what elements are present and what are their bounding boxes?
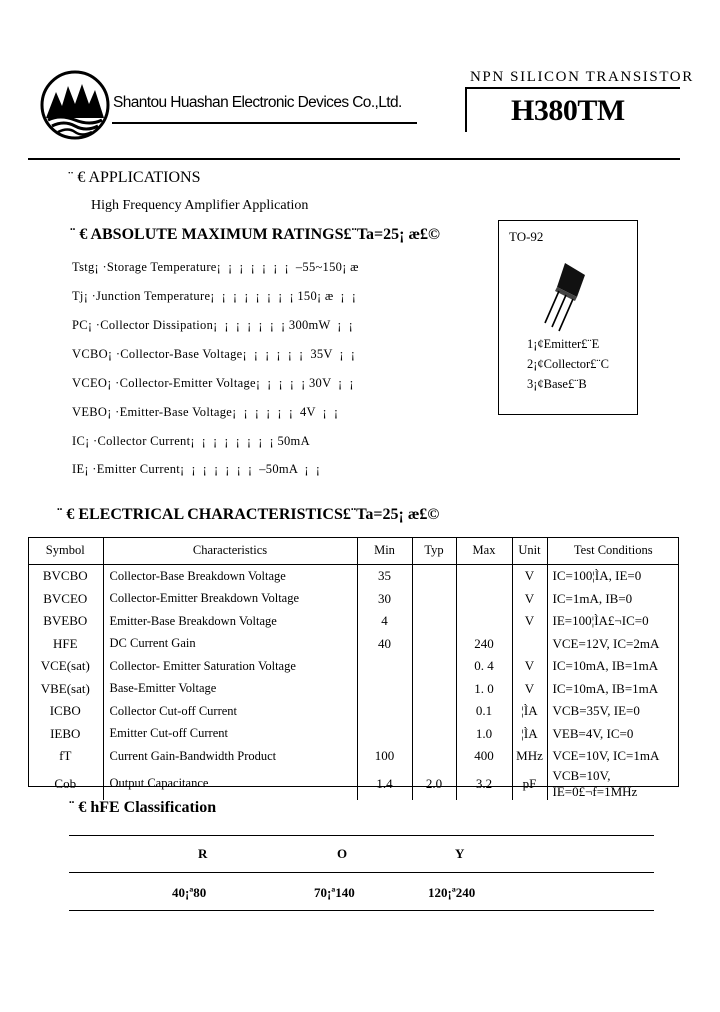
table-row [28,723,679,746]
cell-unit: V [512,565,547,588]
cell-min: 30 [357,588,412,611]
cell-unit: ¦ÌA [512,700,547,723]
cell-unit [512,633,547,656]
pin-2-label: 2¡¢Collector£¨C [527,357,609,371]
classification-heading: ¨ € hFE Classification [69,799,217,816]
cell-test-condition: IC=1mA, IB=0 [552,590,633,606]
cell-characteristic: Base-Emitter Voltage [103,678,357,701]
cell-max: 240 [456,633,512,656]
cell-typ [412,610,456,633]
cell-unit: ¦ÌA [512,723,547,746]
col-characteristics: Characteristics [103,537,357,565]
cell-symbol: IEBO [28,723,103,746]
rating-collector-dissipation: PC¡ ·Collector Dissipation¡ ¡ ¡ ¡ ¡ ¡ ¡ 300mW ¡ ¡ [72,318,354,332]
cell-characteristic: Collector- Emitter Saturation Voltage [103,655,357,678]
table-row [28,655,679,678]
cell-max [456,565,512,588]
cell-symbol: BVCEO [28,588,103,611]
table-row [28,700,679,723]
cell-symbol: ICBO [28,700,103,723]
cell-typ [412,700,456,723]
cell-typ [412,745,456,768]
cell-min: 1.4 [357,768,412,800]
table-header-row [28,537,679,565]
cell-min [357,655,412,678]
cell-test-condition: VCB=10V, IE=0£¬f=1MHz [552,767,638,799]
header-rule [28,158,680,160]
table-row [28,745,679,768]
table-row [28,633,679,656]
class-rank-y: Y [455,846,465,861]
cell-characteristic: Collector-Emitter Breakdown Voltage [103,588,357,611]
cell-max [456,610,512,633]
company-logo [40,70,110,145]
product-type: NPN SILICON TRANSISTOR [470,69,694,85]
rating-vceo: VCEO¡ ·Collector-Emitter Voltage¡ ¡ ¡ ¡ ¡ 30V ¡ ¡ [72,376,358,390]
cell-characteristic: Collector Cut-off Current [103,700,357,723]
rating-emitter-current: IE¡ ·Emitter Current¡ ¡ ¡ ¡ ¡ ¡ ¡ –50mA ¡ ¡ [72,462,324,476]
table-row [28,588,679,611]
cell-max: 1.0 [456,723,512,746]
package-box [498,220,638,415]
rating-junction-temp: Tj¡ ·Junction Temperature¡ ¡ ¡ ¡ ¡ ¡ ¡ ¡ 150¡ æ ¡ ¡ [72,289,360,303]
electrical-heading: ¨ € ELECTRICAL CHARACTERISTICS£¨Ta=25¡ æ£© [57,506,440,523]
cell-symbol: BVCBO [28,565,103,588]
class-range-o: 70¡ª140 [314,885,355,900]
cell-characteristic: Emitter Cut-off Current [103,723,357,746]
rating-vebo: VEBO¡ ·Emitter-Base Voltage¡ ¡ ¡ ¡ ¡ ¡ 4V ¡ ¡ [72,405,342,419]
cell-unit: V [512,655,547,678]
class-rank-r: R [198,846,208,861]
cell-characteristic: Collector-Base Breakdown Voltage [103,565,357,588]
cell-min [357,678,412,701]
cell-symbol: fT [28,745,103,768]
cell-typ [412,565,456,588]
cell-test-condition: VCE=10V, IC=1mA [552,748,660,764]
col-max: Max [456,537,512,565]
cell-max: 400 [456,745,512,768]
class-rank-o: O [337,846,348,861]
header-divider-right-top [465,87,680,89]
to92-package-icon [537,259,597,344]
cell-characteristic: Output Capacitance [103,768,357,800]
cell-unit: V [512,588,547,611]
cell-test-condition: VEB=4V, IC=0 [552,725,634,741]
cell-symbol: Cob [28,768,103,800]
table-row [28,610,679,633]
col-typ: Typ [412,537,456,565]
part-number: H380TM [511,94,625,127]
cell-min [357,700,412,723]
cell-symbol: HFE [28,633,103,656]
cell-typ [412,633,456,656]
package-name: TO-92 [509,229,544,244]
cell-unit: MHz [512,745,547,768]
cell-characteristic: Emitter-Base Breakdown Voltage [103,610,357,633]
table-row [28,678,679,701]
cell-typ [412,723,456,746]
cell-unit: V [512,678,547,701]
cell-typ [412,655,456,678]
cell-min: 100 [357,745,412,768]
cell-test-condition: IC=10mA, IB=1mA [552,680,659,696]
classification-bottom-rule [69,910,654,911]
cell-typ: 2.0 [412,768,456,800]
ratings-heading: ¨ € ABSOLUTE MAXIMUM RATINGS£¨Ta=25¡ æ£© [70,226,440,243]
cell-unit: V [512,610,547,633]
cell-max: 3.2 [456,768,512,800]
cell-symbol: VCE(sat) [28,655,103,678]
header-divider-right-side [465,87,467,132]
cell-max [456,588,512,611]
applications-text: High Frequency Amplifier Application [91,198,309,213]
col-test-conditions: Test Conditions [547,537,679,565]
cell-max: 1. 0 [456,678,512,701]
cell-typ [412,588,456,611]
header-divider-left [112,122,417,124]
class-range-r: 40¡ª80 [172,885,207,900]
pin-1-label: 1¡¢Emitter£¨E [527,337,600,351]
electrical-characteristics-table [28,537,679,800]
cell-min: 40 [357,633,412,656]
rating-vcbo: VCBO¡ ·Collector-Base Voltage¡ ¡ ¡ ¡ ¡ ¡ 35V ¡ ¡ [72,347,359,361]
cell-test-condition: IC=100¦ÌA, IE=0 [552,568,642,584]
cell-symbol: VBE(sat) [28,678,103,701]
table-row [28,565,679,588]
col-unit: Unit [512,537,547,565]
cell-test-condition: IE=100¦ÌA£¬IC=0 [552,613,649,629]
cell-symbol: BVEBO [28,610,103,633]
cell-test-condition: VCE=12V, IC=2mA [552,635,660,651]
cell-max: 0. 4 [456,655,512,678]
cell-characteristic: DC Current Gain [103,633,357,656]
cell-unit: pF [512,768,547,800]
col-symbol: Symbol [28,537,103,565]
company-name: Shantou Huashan Electronic Devices Co.,Ltd. [113,94,402,111]
cell-min: 35 [357,565,412,588]
cell-typ [412,678,456,701]
classification-top-rule [69,835,654,836]
cell-max: 0.1 [456,700,512,723]
class-range-y: 120¡ª240 [428,885,476,900]
applications-heading: ¨ € APPLICATIONS [68,169,201,186]
cell-test-condition: IC=10mA, IB=1mA [552,658,659,674]
cell-characteristic: Current Gain-Bandwidth Product [103,745,357,768]
pin-3-label: 3¡¢Base£¨B [527,377,587,391]
cell-min [357,723,412,746]
table-row [28,768,679,800]
rating-collector-current: IC¡ ·Collector Current¡ ¡ ¡ ¡ ¡ ¡ ¡ ¡ 50mA [72,434,310,448]
cell-min: 4 [357,610,412,633]
classification-mid-rule [69,872,654,873]
col-min: Min [357,537,412,565]
rating-storage-temp: Tstg¡ ·Storage Temperature¡ ¡ ¡ ¡ ¡ ¡ ¡ –55~150¡ æ [72,260,359,274]
cell-test-condition: VCB=35V, IE=0 [552,703,640,719]
